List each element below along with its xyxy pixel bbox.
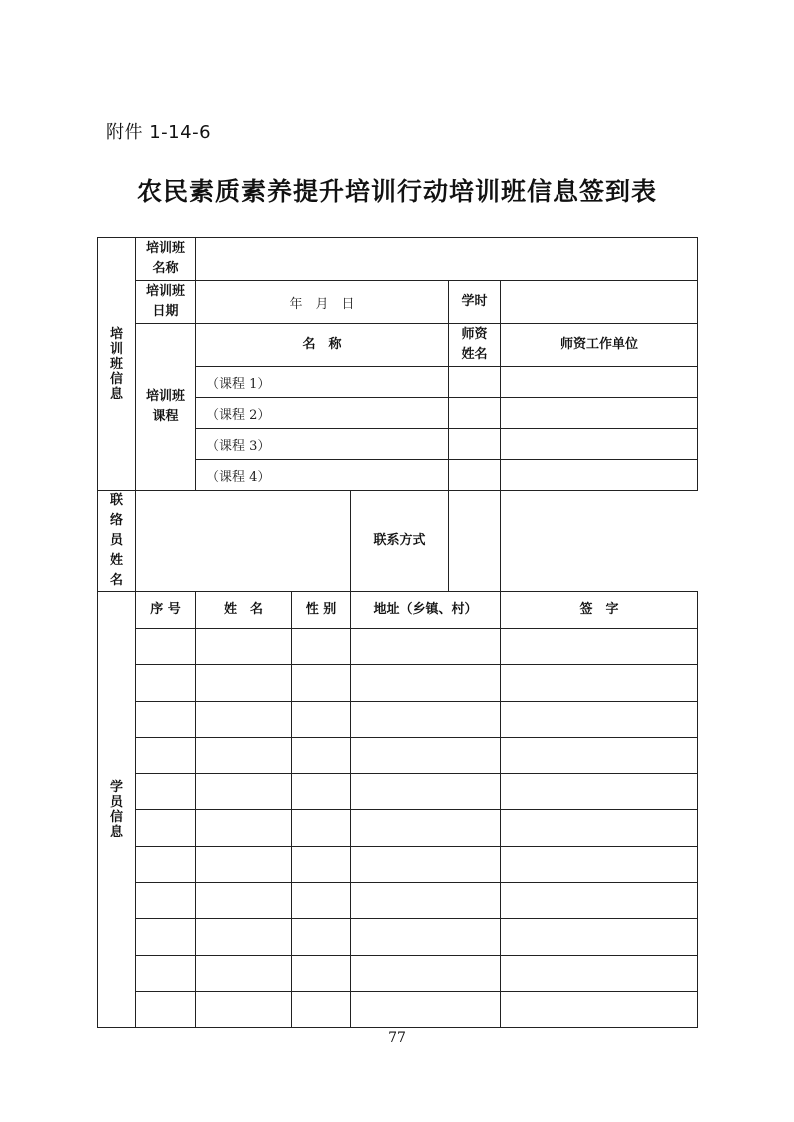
course-row-3[interactable]: （课程 3） [196, 429, 449, 460]
student-name-cell[interactable] [196, 919, 292, 955]
class-date-field[interactable]: 年 月 日 [196, 281, 449, 324]
liaison-label: 联络员姓名 [98, 491, 136, 592]
student-address-cell[interactable] [351, 991, 501, 1027]
student-address-cell[interactable] [351, 919, 501, 955]
student-gender-cell[interactable] [292, 774, 351, 810]
student-signature-cell[interactable] [501, 701, 698, 737]
student-row [98, 737, 698, 773]
contact-field[interactable] [449, 491, 501, 592]
header-seq: 序 号 [136, 592, 196, 629]
student-signature-cell[interactable] [501, 810, 698, 846]
student-name-cell[interactable] [196, 955, 292, 991]
header-gender: 性 别 [292, 592, 351, 629]
courses-label: 培训班课程 [136, 324, 196, 491]
student-gender-cell[interactable] [292, 665, 351, 701]
course-1-unit-field[interactable] [501, 367, 698, 398]
student-row [98, 919, 698, 955]
course-row-1[interactable]: （课程 1） [196, 367, 449, 398]
student-info-section-label [98, 592, 136, 1028]
student-gender-cell[interactable] [292, 701, 351, 737]
student-row [98, 629, 698, 665]
student-name-cell[interactable] [196, 991, 292, 1027]
student-address-cell[interactable] [351, 955, 501, 991]
header-address: 地址（乡镇、村） [351, 592, 501, 629]
hours-label: 学时 [449, 281, 501, 324]
course-row-2[interactable]: （课程 2） [196, 398, 449, 429]
contact-label: 联系方式 [351, 491, 449, 592]
student-name-cell[interactable] [196, 883, 292, 919]
student-signature-cell[interactable] [501, 665, 698, 701]
student-signature-cell[interactable] [501, 955, 698, 991]
student-signature-cell[interactable] [501, 629, 698, 665]
student-address-cell[interactable] [351, 629, 501, 665]
student-signature-cell[interactable] [501, 883, 698, 919]
class-name-field[interactable] [196, 238, 698, 281]
student-name-cell[interactable] [196, 701, 292, 737]
student-seq-cell[interactable] [136, 955, 196, 991]
student-address-cell[interactable] [351, 883, 501, 919]
student-row [98, 810, 698, 846]
hours-field[interactable] [501, 281, 698, 324]
student-gender-cell[interactable] [292, 846, 351, 882]
student-name-cell[interactable] [196, 629, 292, 665]
student-seq-cell[interactable] [136, 665, 196, 701]
student-gender-cell[interactable] [292, 737, 351, 773]
student-row [98, 955, 698, 991]
course-4-unit-field[interactable] [501, 460, 698, 491]
student-address-cell[interactable] [351, 810, 501, 846]
class-info-section-text: 培训班信息 [109, 326, 123, 402]
student-name-cell[interactable] [196, 737, 292, 773]
student-seq-cell[interactable] [136, 810, 196, 846]
student-signature-cell[interactable] [501, 991, 698, 1027]
course-2-teacher-field[interactable] [449, 398, 501, 429]
student-gender-cell[interactable] [292, 955, 351, 991]
student-row [98, 665, 698, 701]
attachment-label: 附件 1-14-6 [106, 122, 212, 143]
class-name-label: 培训班名称 [136, 238, 196, 281]
student-seq-cell[interactable] [136, 846, 196, 882]
header-name: 姓 名 [196, 592, 292, 629]
student-seq-cell[interactable] [136, 737, 196, 773]
student-seq-cell[interactable] [136, 991, 196, 1027]
student-row [98, 883, 698, 919]
student-seq-cell[interactable] [136, 919, 196, 955]
student-signature-cell[interactable] [501, 737, 698, 773]
student-row [98, 991, 698, 1027]
liaison-field[interactable] [136, 491, 351, 592]
course-1-teacher-field[interactable] [449, 367, 501, 398]
teacher-unit-header: 师资工作单位 [501, 324, 698, 367]
student-signature-cell[interactable] [501, 846, 698, 882]
student-seq-cell[interactable] [136, 774, 196, 810]
course-3-unit-field[interactable] [501, 429, 698, 460]
student-row [98, 774, 698, 810]
student-gender-cell[interactable] [292, 919, 351, 955]
student-address-cell[interactable] [351, 665, 501, 701]
course-3-teacher-field[interactable] [449, 429, 501, 460]
student-signature-cell[interactable] [501, 774, 698, 810]
student-address-cell[interactable] [351, 701, 501, 737]
student-name-cell[interactable] [196, 846, 292, 882]
student-gender-cell[interactable] [292, 629, 351, 665]
student-seq-cell[interactable] [136, 629, 196, 665]
student-info-section-text: 学员信息 [109, 779, 123, 840]
student-row [98, 701, 698, 737]
page-title: 农民素质素养提升培训行动培训班信息签到表 [136, 177, 657, 206]
student-seq-cell[interactable] [136, 701, 196, 737]
header-signature: 签 字 [501, 592, 698, 629]
course-4-teacher-field[interactable] [449, 460, 501, 491]
course-name-header: 名 称 [196, 324, 449, 367]
teacher-name-header: 师资姓名 [449, 324, 501, 367]
page-number: 77 [388, 1030, 406, 1046]
student-row [98, 846, 698, 882]
student-signature-cell[interactable] [501, 919, 698, 955]
student-name-cell[interactable] [196, 774, 292, 810]
student-gender-cell[interactable] [292, 883, 351, 919]
student-gender-cell[interactable] [292, 991, 351, 1027]
class-date-label: 培训班日期 [136, 281, 196, 324]
student-address-cell[interactable] [351, 737, 501, 773]
class-info-section-label [98, 238, 136, 491]
student-address-cell[interactable] [351, 846, 501, 882]
student-address-cell[interactable] [351, 774, 501, 810]
student-name-cell[interactable] [196, 665, 292, 701]
sign-in-form-table [97, 237, 698, 1028]
student-name-cell[interactable] [196, 810, 292, 846]
student-gender-cell[interactable] [292, 810, 351, 846]
course-2-unit-field[interactable] [501, 398, 698, 429]
course-row-4[interactable]: （课程 4） [196, 460, 449, 491]
student-seq-cell[interactable] [136, 883, 196, 919]
